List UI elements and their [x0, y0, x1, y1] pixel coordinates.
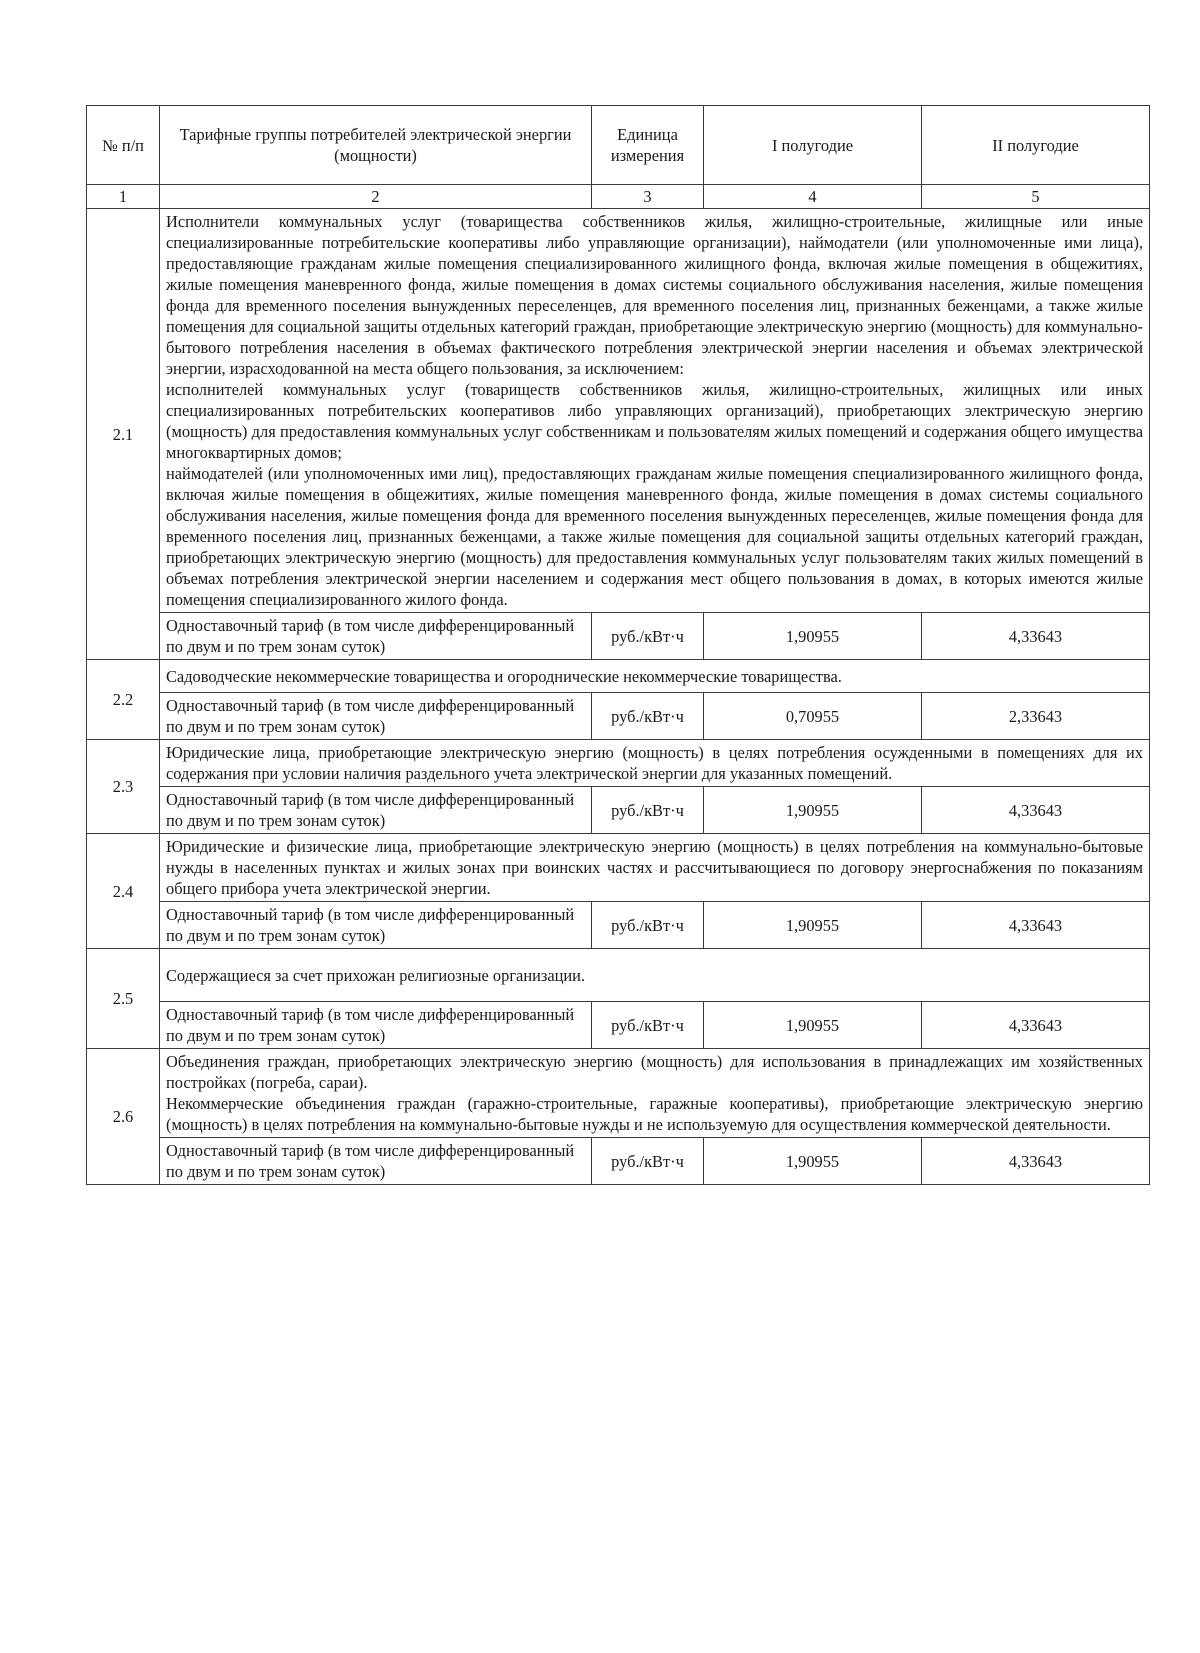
unit-cell: руб./кВт·ч	[592, 1002, 704, 1049]
unit-cell: руб./кВт·ч	[592, 1138, 704, 1185]
description-paragraph: Садоводческие некоммерческие товарищества и огороднические некоммерческие товарищества.	[166, 666, 842, 686]
header-unit: Единица измерения	[592, 106, 704, 185]
tariff-table	[86, 105, 1150, 1185]
table-row	[87, 660, 1150, 693]
column-number: 5	[922, 185, 1150, 209]
row-number: 2.1	[87, 209, 160, 660]
group-description	[160, 834, 1150, 902]
column-number: 1	[87, 185, 160, 209]
table-row	[87, 834, 1150, 902]
header-first-half: I полугодие	[704, 106, 922, 185]
table-row	[87, 902, 1150, 949]
description-paragraph: Объединения граждан, приобретающих электрическую энергию (мощность) для использования в принадлежащих им хозяйственных постройках (погреба, сараи).	[166, 1052, 1143, 1092]
group-description	[160, 949, 1150, 1002]
group-description	[160, 1049, 1150, 1138]
group-description	[160, 660, 1150, 693]
row-number: 2.3	[87, 740, 160, 834]
second-half-value: 2,33643	[922, 693, 1150, 740]
column-number: 4	[704, 185, 922, 209]
table-row	[87, 613, 1150, 660]
unit-cell: руб./кВт·ч	[592, 613, 704, 660]
description-paragraph: Содержащиеся за счет прихожан религиозные организации.	[166, 965, 586, 985]
column-number: 2	[160, 185, 592, 209]
tariff-label: Одноставочный тариф (в том числе дифференцированный по двум и по трем зонам суток)	[160, 693, 592, 740]
header-tariff-groups: Тарифные группы потребителей электрической энергии (мощности)	[160, 106, 592, 185]
description-paragraph: исполнителей коммунальных услуг (товариществ собственников жилья, жилищно-строительных, жилищных или иных специализированных потребительских кооперативов либо управляющих организаций), приобретающих электрическую энергию (мощность) для предоставления коммунальных услуг собственникам и пользователям жилых помещений и содержания общего имущества многоквартирных домов;	[166, 380, 1143, 462]
description-paragraph: Юридические и физические лица, приобретающие электрическую энергию (мощность) в целях потребления на коммунально-бытовые нужды в населенных пунктах и жилых зонах при воинских частях и рассчитывающиеся по договору энергоснабжения по показаниям общего прибора учета электрической энергии.	[166, 837, 1143, 898]
first-half-value: 1,90955	[704, 1138, 922, 1185]
table-row	[87, 1002, 1150, 1049]
second-half-value: 4,33643	[922, 902, 1150, 949]
row-number: 2.5	[87, 949, 160, 1049]
first-half-value: 1,90955	[704, 902, 922, 949]
first-half-value: 0,70955	[704, 693, 922, 740]
table-row	[87, 209, 1150, 613]
first-half-value: 1,90955	[704, 787, 922, 834]
unit-cell: руб./кВт·ч	[592, 693, 704, 740]
row-number: 2.4	[87, 834, 160, 949]
unit-cell: руб./кВт·ч	[592, 902, 704, 949]
table-row	[87, 787, 1150, 834]
tariff-label: Одноставочный тариф (в том числе дифференцированный по двум и по трем зонам суток)	[160, 613, 592, 660]
first-half-value: 1,90955	[704, 613, 922, 660]
header-second-half: II полугодие	[922, 106, 1150, 185]
row-number: 2.2	[87, 660, 160, 740]
description-paragraph: Некоммерческие объединения граждан (гаражно-строительные, гаражные кооперативы), приобретающие электрическую энергию (мощность) в целях потребления на коммунально-бытовые нужды и не используемую для осуществления коммерческой деятельности.	[166, 1094, 1143, 1134]
column-number-row	[87, 185, 1150, 209]
unit-cell: руб./кВт·ч	[592, 787, 704, 834]
tariff-label: Одноставочный тариф (в том числе дифференцированный по двум и по трем зонам суток)	[160, 1002, 592, 1049]
first-half-value: 1,90955	[704, 1002, 922, 1049]
description-paragraph: Юридические лица, приобретающие электрическую энергию (мощность) в целях потребления осужденными в помещениях для их содержания при условии наличия раздельного учета электрической энергии для указанных помещений.	[166, 743, 1143, 783]
header-row	[87, 106, 1150, 185]
group-description	[160, 740, 1150, 787]
row-number: 2.6	[87, 1049, 160, 1185]
second-half-value: 4,33643	[922, 787, 1150, 834]
description-paragraph: наймодателей (или уполномоченных ими лиц), предоставляющих гражданам жилые помещения специализированного жилищного фонда, включая жилые помещения в общежитиях, жилые помещения маневренного фонда, жилые помещения в домах системы социального обслуживания населения, жилые помещения фонда для временного поселения вынужденных переселенцев, жилые помещения фонда для временного поселения лиц, признанных беженцами, а также жилые помещения для социальной защиты отдельных категорий граждан, приобретающих электрическую энергию (мощность) для предоставления коммунальных услуг пользователям таких жилых помещений в объемах потребления электрической энергии населением и содержания мест общего пользования в домах, в которых имеются жилые помещения специализированного жилого фонда.	[166, 464, 1143, 609]
table-row	[87, 1138, 1150, 1185]
table-row	[87, 949, 1150, 1002]
second-half-value: 4,33643	[922, 613, 1150, 660]
header-number: № п/п	[87, 106, 160, 185]
table-row	[87, 693, 1150, 740]
second-half-value: 4,33643	[922, 1002, 1150, 1049]
tariff-label: Одноставочный тариф (в том числе дифференцированный по двум и по трем зонам суток)	[160, 902, 592, 949]
table-row	[87, 1049, 1150, 1138]
tariff-label: Одноставочный тариф (в том числе дифференцированный по двум и по трем зонам суток)	[160, 787, 592, 834]
tariff-label: Одноставочный тариф (в том числе дифференцированный по двум и по трем зонам суток)	[160, 1138, 592, 1185]
description-paragraph: Исполнители коммунальных услуг (товарищества собственников жилья, жилищно-строительные, жилищные или иные специализированные потребительские кооперативы либо управляющие организации), наймодатели (или уполномоченные ими лица), предоставляющие гражданам жилые помещения специализированного жилищного фонда, включая жилые помещения в общежитиях, жилые помещения маневренного фонда, жилые помещения в домах системы социального обслуживания населения, жилые помещения фонда для временного поселения вынужденных переселенцев, для временного поселения лиц, признанных беженцами, а также жилые помещения для социальной защиты отдельных категорий граждан, приобретающие электрическую энергию (мощность) для коммунально-бытового потребления населения в объемах фактического потребления электрической энергии населения и объемах электрической энергии, израсходованной на места общего пользования, за исключением:	[166, 212, 1143, 378]
table-row	[87, 740, 1150, 787]
second-half-value: 4,33643	[922, 1138, 1150, 1185]
group-description	[160, 209, 1150, 613]
column-number: 3	[592, 185, 704, 209]
